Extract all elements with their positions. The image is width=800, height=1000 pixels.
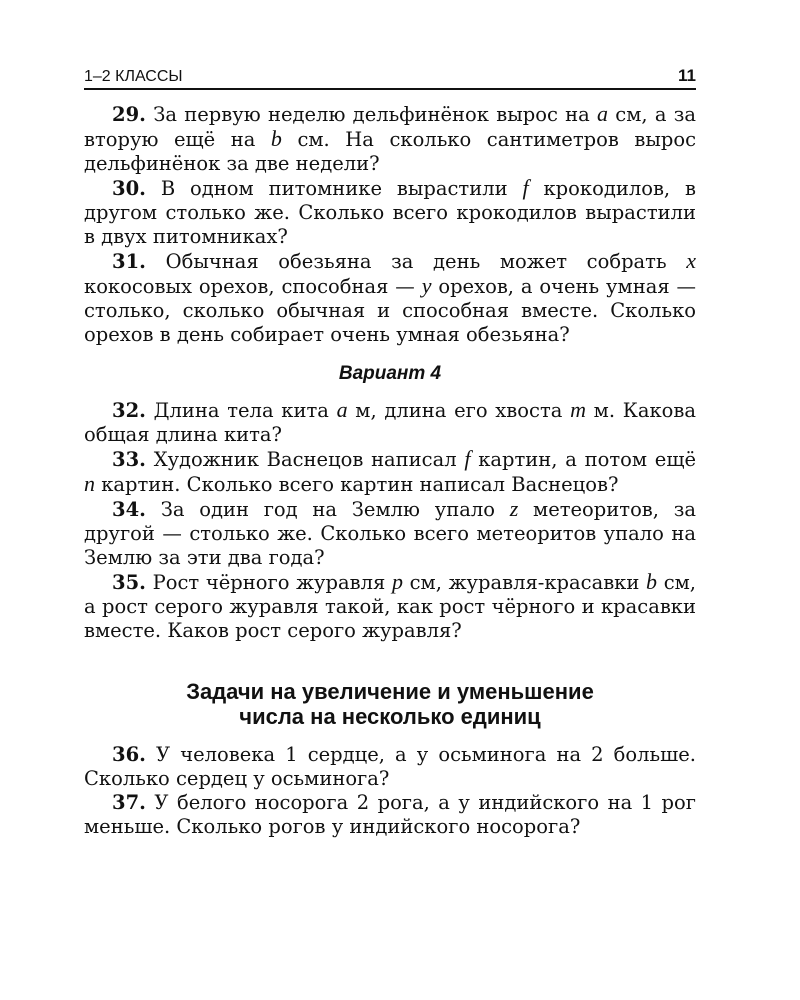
problem-text: Обычная обезьяна за день может собрать	[165, 250, 687, 273]
problem-text: метеоритов, за другой — столько же. Сколько всего метеоритов упало на Землю за эти два года?	[84, 498, 696, 569]
problem-35	[84, 570, 696, 643]
page-number: 11	[678, 66, 696, 85]
problem-text: Художник Васнецов написал	[153, 448, 465, 471]
math-variable: m	[570, 397, 586, 422]
problem-text: м. Какова общая длина кита?	[84, 399, 697, 446]
problem-number: 29.	[112, 103, 146, 126]
math-variable: n	[84, 471, 95, 496]
problem-33	[84, 447, 696, 497]
problem-number: 30.	[112, 177, 146, 200]
variant-heading: Вариант 4	[338, 363, 442, 384]
problem-29	[84, 102, 696, 176]
problem-text: орехов, а очень умная — столько, сколько обычная и способная вместе. Сколько орехов в день собирает очень умная обезьяна?	[84, 275, 696, 346]
book-page	[84, 62, 696, 839]
math-variable: a	[597, 101, 609, 126]
problem-number: 37.	[112, 791, 146, 814]
problem-text: крокодилов, в другом столько же. Сколько всего крокодилов вырастили в двух питомниках?	[84, 177, 696, 248]
problems-group-before	[84, 102, 696, 347]
problem-text: м, длина его хвоста	[347, 399, 571, 422]
running-header	[84, 62, 696, 90]
problem-text: За один год на Землю упало	[160, 498, 510, 521]
math-variable: p	[391, 569, 403, 594]
problem-37	[84, 791, 696, 839]
problem-32	[84, 398, 696, 447]
math-variable: f	[464, 446, 471, 471]
problem-number: 36.	[112, 743, 146, 766]
math-variable: f	[522, 175, 529, 200]
problem-30	[84, 176, 696, 249]
problem-text: см. На сколько сантиметров вырос дельфинёнок за две недели?	[84, 128, 696, 175]
problem-text: У белого носорога 2 рога, а у индийского на 1 рог меньше. Сколько рогов у индийского носорога?	[84, 791, 696, 838]
problem-text: см, журавля-красавки	[402, 571, 647, 594]
problem-text: Длина тела кита	[153, 399, 337, 422]
problem-text: За первую неделю дельфинёнок вырос на	[153, 103, 598, 126]
math-variable: x	[686, 248, 696, 273]
section-heading	[84, 679, 696, 729]
problem-text: см, а рост серого журавля такой, как рост чёрного и красавки вместе. Каков рост серого журавля?	[84, 571, 696, 642]
math-variable: a	[336, 397, 348, 422]
problem-text: Рост чёрного журавля	[152, 571, 392, 594]
problem-36	[84, 743, 696, 791]
problem-number: 33.	[112, 448, 146, 471]
problem-text: см, а за вторую ещё на	[84, 103, 697, 151]
problem-text: кокосовых орехов, способная —	[84, 275, 422, 298]
problem-34	[84, 497, 696, 570]
math-variable: b	[646, 569, 658, 594]
problem-31	[84, 249, 696, 347]
problem-text: картин. Сколько всего картин написал Васнецов?	[95, 473, 619, 496]
problems-group-variant	[84, 398, 696, 643]
section-label: 1–2 КЛАССЫ	[84, 68, 183, 85]
problem-number: 34.	[112, 498, 146, 521]
math-variable: y	[421, 273, 432, 298]
section-heading-line-1: Задачи на увеличение и уменьшение	[186, 679, 594, 704]
problem-text: картин, а потом ещё	[470, 448, 696, 471]
problems-group-section	[84, 743, 696, 839]
problem-number: 32.	[112, 399, 146, 422]
page-content	[84, 102, 696, 839]
problem-number: 31.	[112, 250, 146, 273]
math-variable: b	[270, 126, 282, 151]
problem-number: 35.	[112, 571, 146, 594]
math-variable: z	[509, 496, 519, 521]
problem-text: У человека 1 сердце, а у осьминога на 2 больше. Сколько сердец у осьминога?	[84, 743, 697, 790]
problem-text: В одном питомнике вырастили	[160, 177, 523, 200]
section-heading-line-2: числа на несколько единиц	[239, 704, 541, 729]
